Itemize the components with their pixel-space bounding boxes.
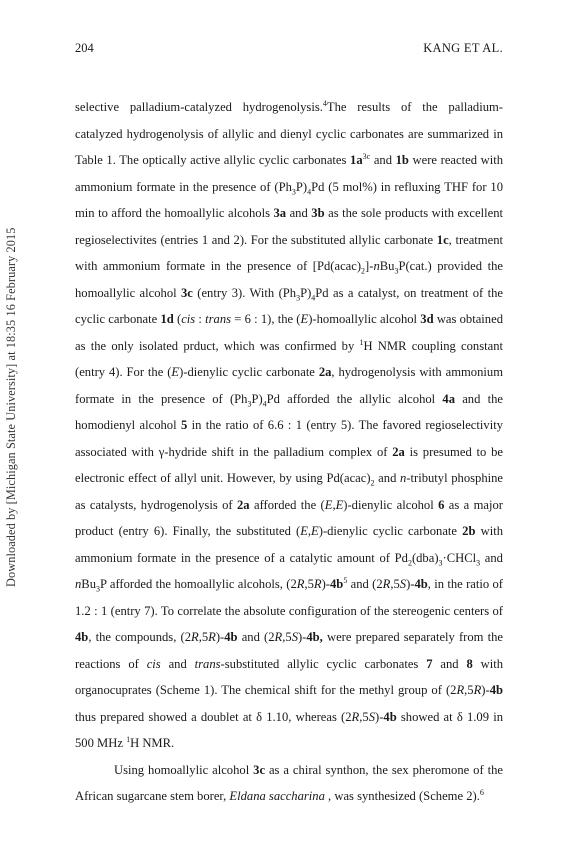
paragraph-results: selective palladium-catalyzed hydrogenolysis.$^4$The results of the palladium-catalyzed hydrogenolysis of allylic and dienyl cyclic carbonates are summarized in Table 1. The optically active allylic cyclic carbonates $1a^{3c}$ and 1b were reacted with ammonium formate in the presence of $(Ph_3P)_4Pd$ (5 mol%) in refluxing THF for 10 min to afford the homoallylic alcohols 3a and 3b as the sole products with excellent regioselectivites (entries 1 and 2). For the substituted allylic carbonate 1c, treatment with ammonium formate in the presence of $[Pd(acac)_2]-nBu_3P(cat.)$ provided the homoallylic alcohol 3c (entry 3). With $(Ph_3P)_4Pd$ as a catalyst, on treatment of the cyclic carbonate 1d (cis : trans = 6 : 1), the (E)-homoallylic alcohol 3d was obtained as the only isolated prduct, which was confirmed by $^1$H NMR coupling constant (entry 4). For the (E)-dienylic cyclic carbonate 2a, hydrogenolysis with ammonium formate in the presence of $(Ph_3P)_4Pd$ afforded the allylic alcohol 4a and the homodienyl alcohol 5 in the ratio of 6.6 : 1 (entry 5). The favored regioselectivity associated with γ-hydride shift in the palladium complex of 2a is presumed to be electronic effect of allyl unit. However, by using $Pd(acac)_2$ and n-tributyl phosphine as catalysts, hydrogenolysis of 2a afforded the (E,E)-dienylic alcohol 6 as a major product (entry 6). Finally, the substituted (E,E)-dienylic cyclic carbonate 2b with ammonium formate in the presence of a catalytic amount of $Pd_2(dba)_3\cdot CHCl_3$ and nBu$_3$P afforded the homoallylic alcohols, $(2R,5R)-4b^5$ and (2R,5S)-4b, in the ratio of 1.2 : 1 (entry 7). To correlate the absolute configuration of the stereogenic centers of 4b, the compounds, (2R,5R)-4b and (2R,5S)-4b, were prepared separately from the reactions of cis and trans-substituted allylic cyclic carbonates 7 and 8 with organocuprates (Scheme 1). The chemical shift for the methyl group of (2R,5R)-4b thus prepared showed a doublet at δ 1.10, whereas (2R,5S)-4b showed at δ 1.09 in 500 MHz $^1$H NMR.	[75, 98, 504, 750]
page-number: 204	[75, 41, 94, 55]
paragraph-synthesis: Using homoallylic alcohol 3c as a chiral synthon, the sex pheromone of the African sugarcane stem borer, Eldana saccharina , was synthesized (Scheme 2).$^6$	[75, 762, 503, 803]
download-watermark: Downloaded by [Michigan State University] at 18:35 16 February 2015	[4, 227, 18, 587]
running-head: KANG ET AL.	[423, 41, 503, 55]
article-body	[75, 94, 503, 810]
